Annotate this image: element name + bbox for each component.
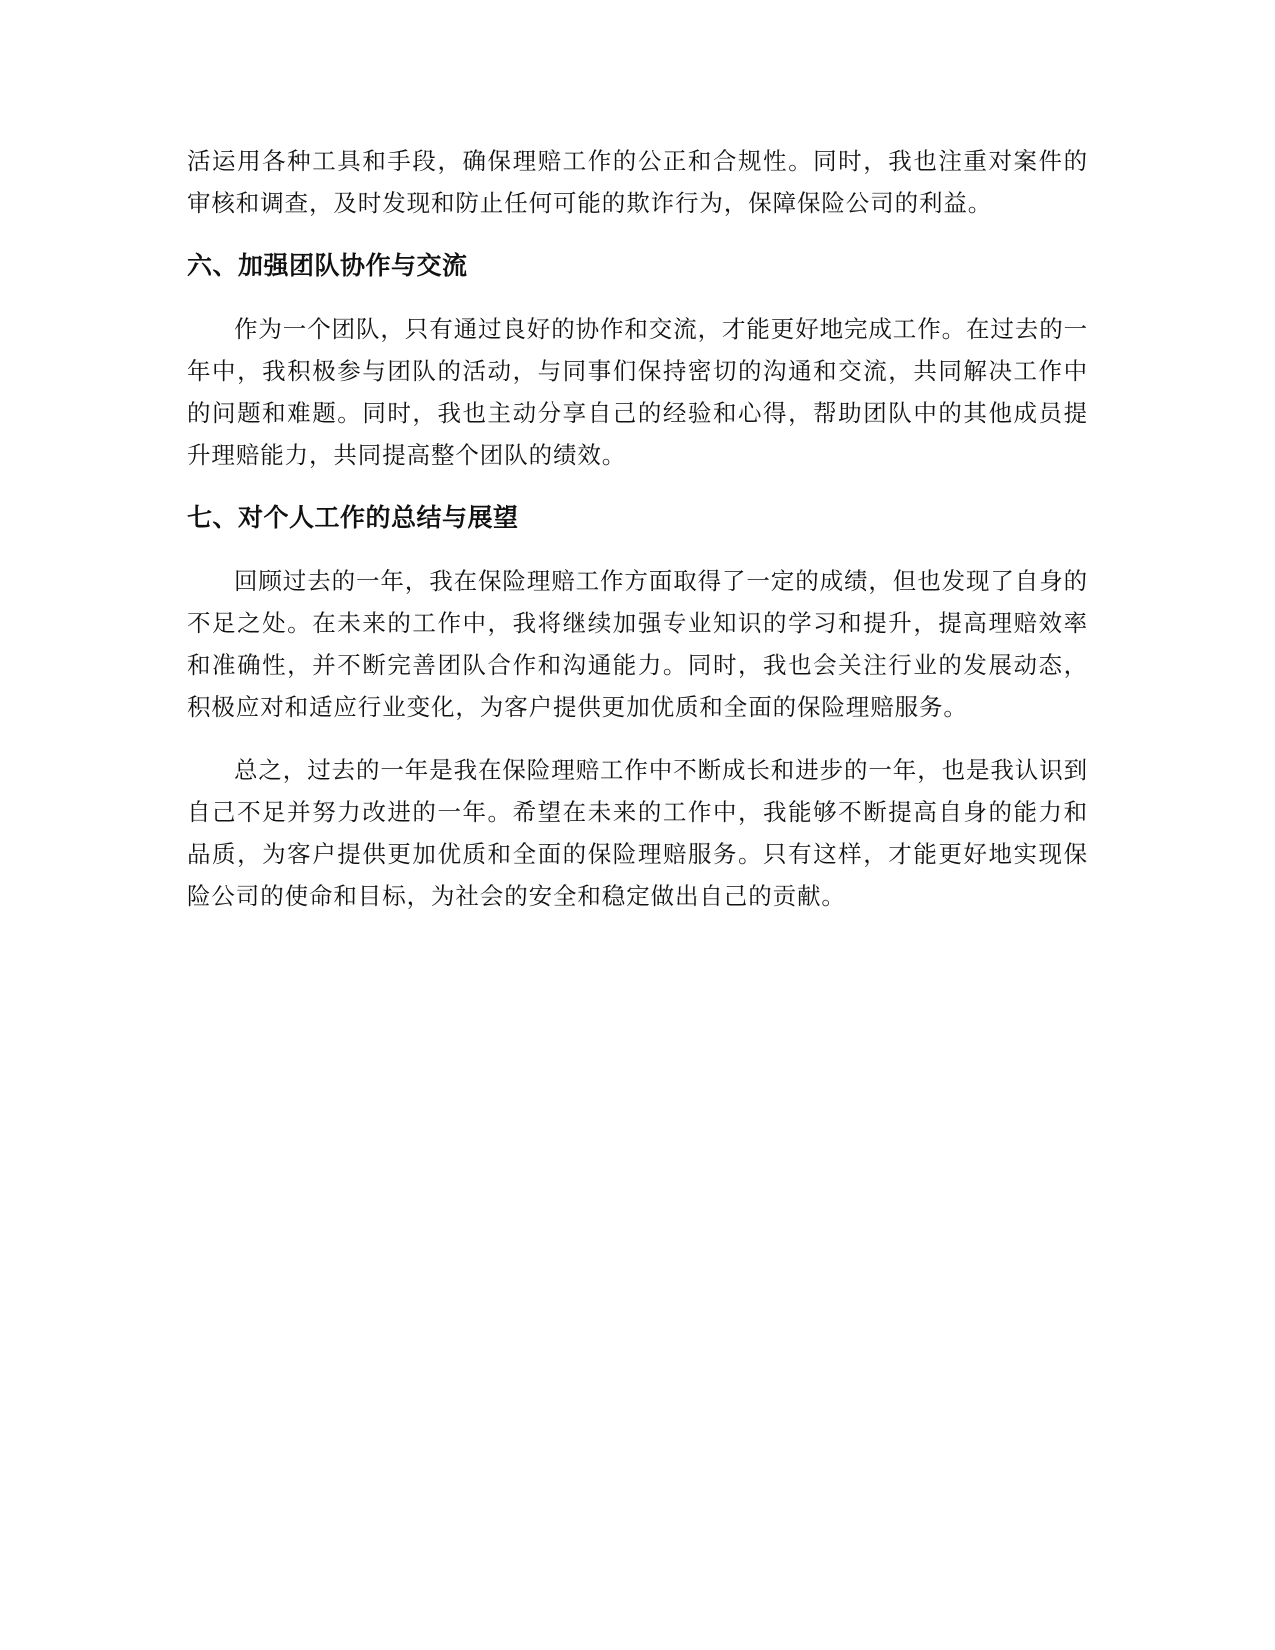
section-heading-team-collaboration: 六、加强团队协作与交流 (187, 251, 468, 280)
paragraph-team-collaboration: 作为一个团队，只有通过良好的协作和交流，才能更好地完成工作。在过去的一年中，我积极参与团队的活动，与同事们保持密切的沟通和交流，共同解决工作中的问题和难题。同时，我也主动分享自己的经验和心得，帮助团队中的其他成员提升理赔能力，共同提高整个团队的绩效。 (187, 315, 1088, 469)
continuation-paragraph: 活运用各种工具和手段，确保理赔工作的公正和合规性。同时，我也注重对案件的审核和调查，及时发现和防止任何可能的欺诈行为，保障保险公司的利益。 (187, 147, 1088, 217)
paragraph-review-and-outlook: 回顾过去的一年，我在保险理赔工作方面取得了一定的成绩，但也发现了自身的不足之处。在未来的工作中，我将继续加强专业知识的学习和提升，提高理赔效率和准确性，并不断完善团队合作和沟通能力。同时，我也会关注行业的发展动态，积极应对和适应行业变化，为客户提供更加优质和全面的保险理赔服务。 (187, 567, 1088, 721)
paragraph-conclusion: 总之，过去的一年是我在保险理赔工作中不断成长和进步的一年，也是我认识到自己不足并努力改进的一年。希望在未来的工作中，我能够不断提高自身的能力和品质，为客户提供更加优质和全面的保险理赔服务。只有这样，才能更好地实现保险公司的使命和目标，为社会的安全和稳定做出自己的贡献。 (187, 756, 1088, 910)
section-heading-summary-outlook: 七、对个人工作的总结与展望 (187, 503, 519, 532)
document-body (187, 140, 1088, 917)
